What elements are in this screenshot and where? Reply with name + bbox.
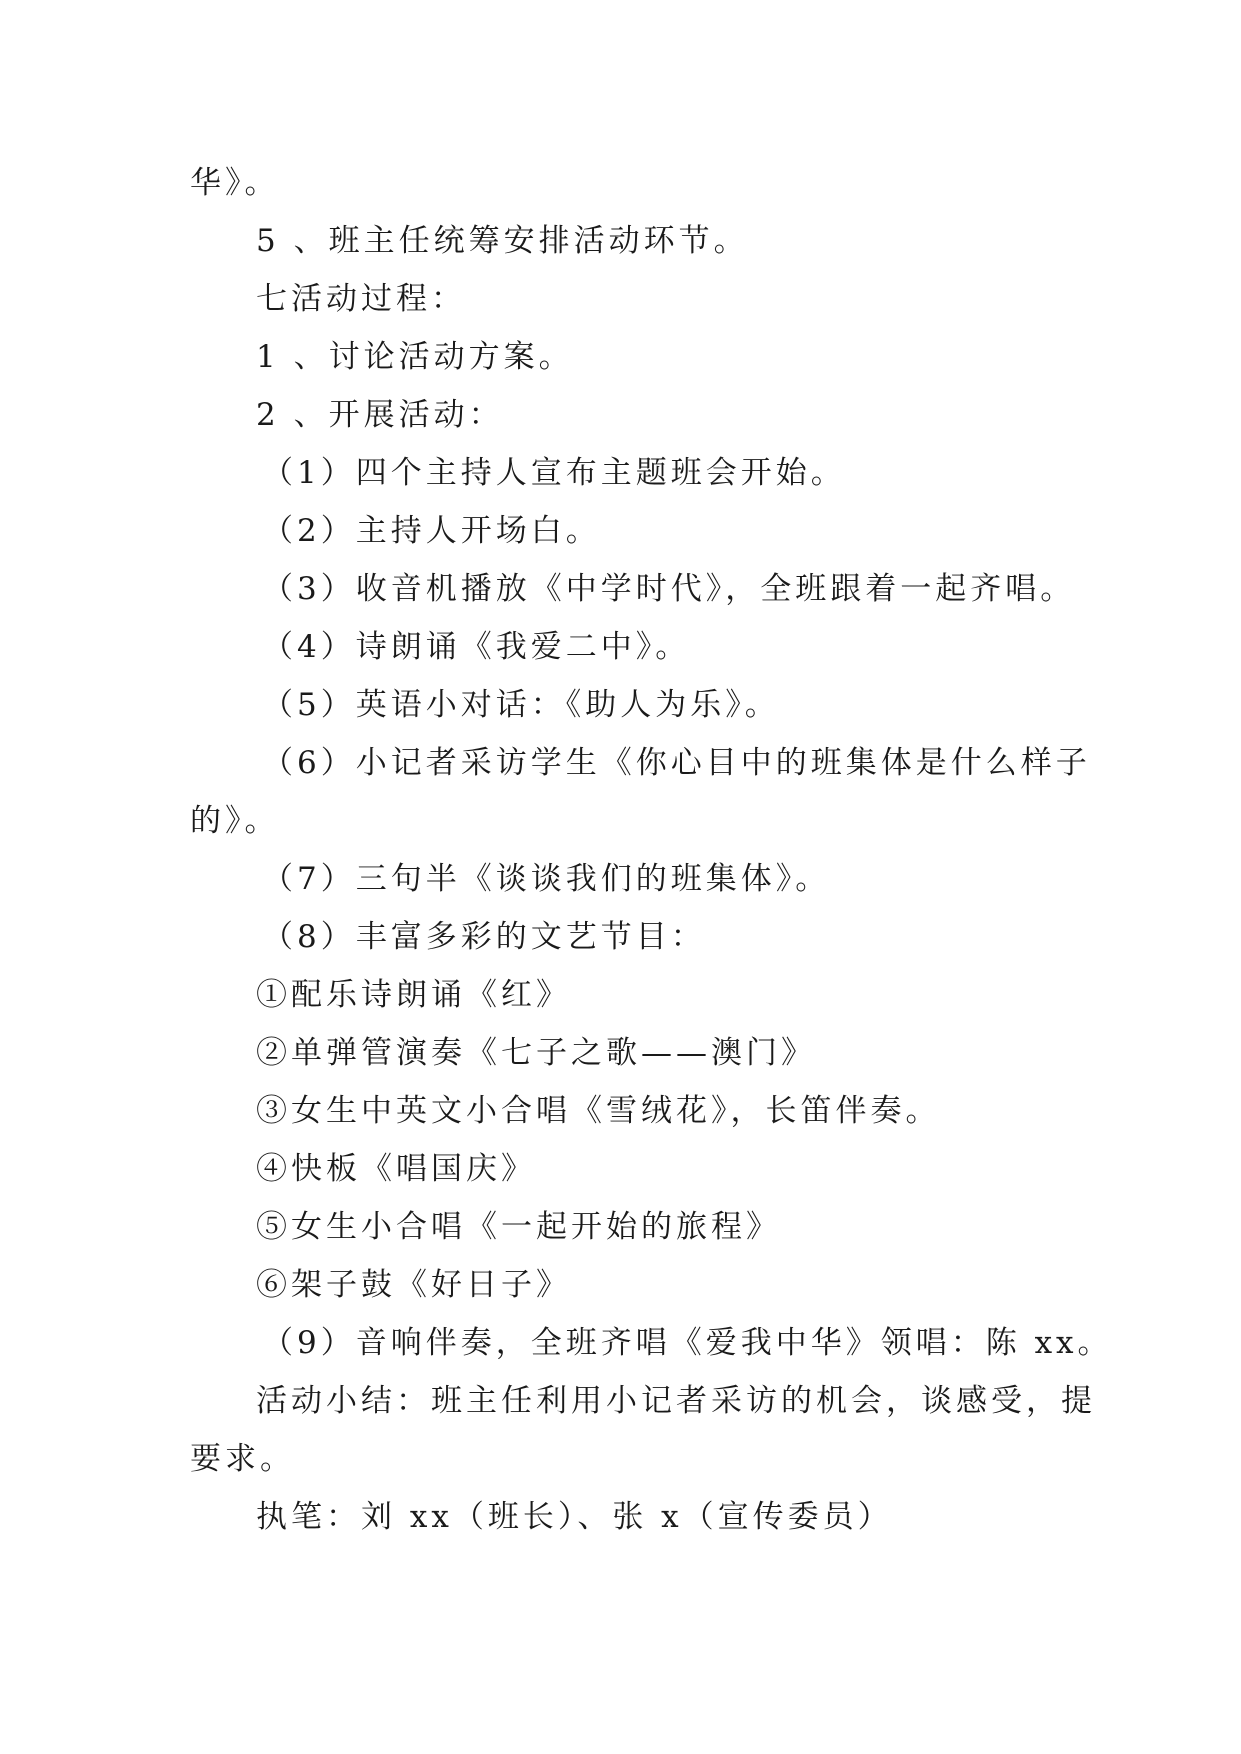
text-line: 华》。 [190,165,280,201]
text-line: （9）音响伴奏，全班齐唱《爱我中华》领唱：陈 xx。 [262,1325,1113,1361]
text-line: 执笔：刘 xx（班长）、张 x（宣传委员） [256,1499,893,1535]
text-line: ⑤女生小合唱《一起开始的旅程》 [256,1209,781,1245]
text-line: 要求。 [190,1441,295,1477]
text-line: （1）四个主持人宣布主题班会开始。 [262,455,846,491]
text-line: （4）诗朗诵《我爱二中》。 [262,629,691,665]
text-line: ④快板《唱国庆》 [256,1151,536,1187]
text-line: ②单弹管演奏《七子之歌——澳门》 [256,1035,816,1071]
text-line: ①配乐诗朗诵《红》 [256,977,571,1013]
text-line: （8）丰富多彩的文艺节目： [262,919,706,955]
text-line: （3）收音机播放《中学时代》，全班跟着一起齐唱。 [262,571,1076,607]
text-line: ⑥架子鼓《好日子》 [256,1267,571,1303]
text-line: （6）小记者采访学生《你心目中的班集体是什么样子 [262,745,1091,781]
text-line: （2）主持人开场白。 [262,513,601,549]
text-line: 1 、讨论活动方案。 [256,339,574,375]
text-line: 2 、开展活动： [256,397,504,433]
text-line: （7）三句半《谈谈我们的班集体》。 [262,861,831,897]
text-line: ③女生中英文小合唱《雪绒花》，长笛伴奏。 [256,1093,941,1129]
text-line: 活动小结：班主任利用小记者采访的机会，谈感受，提 [256,1383,1096,1419]
text-line: 5 、班主任统筹安排活动环节。 [256,223,749,259]
text-line: 七活动过程： [256,281,466,317]
text-line: （5）英语小对话：《助人为乐》。 [262,687,780,723]
text-line: 的》。 [190,803,280,839]
